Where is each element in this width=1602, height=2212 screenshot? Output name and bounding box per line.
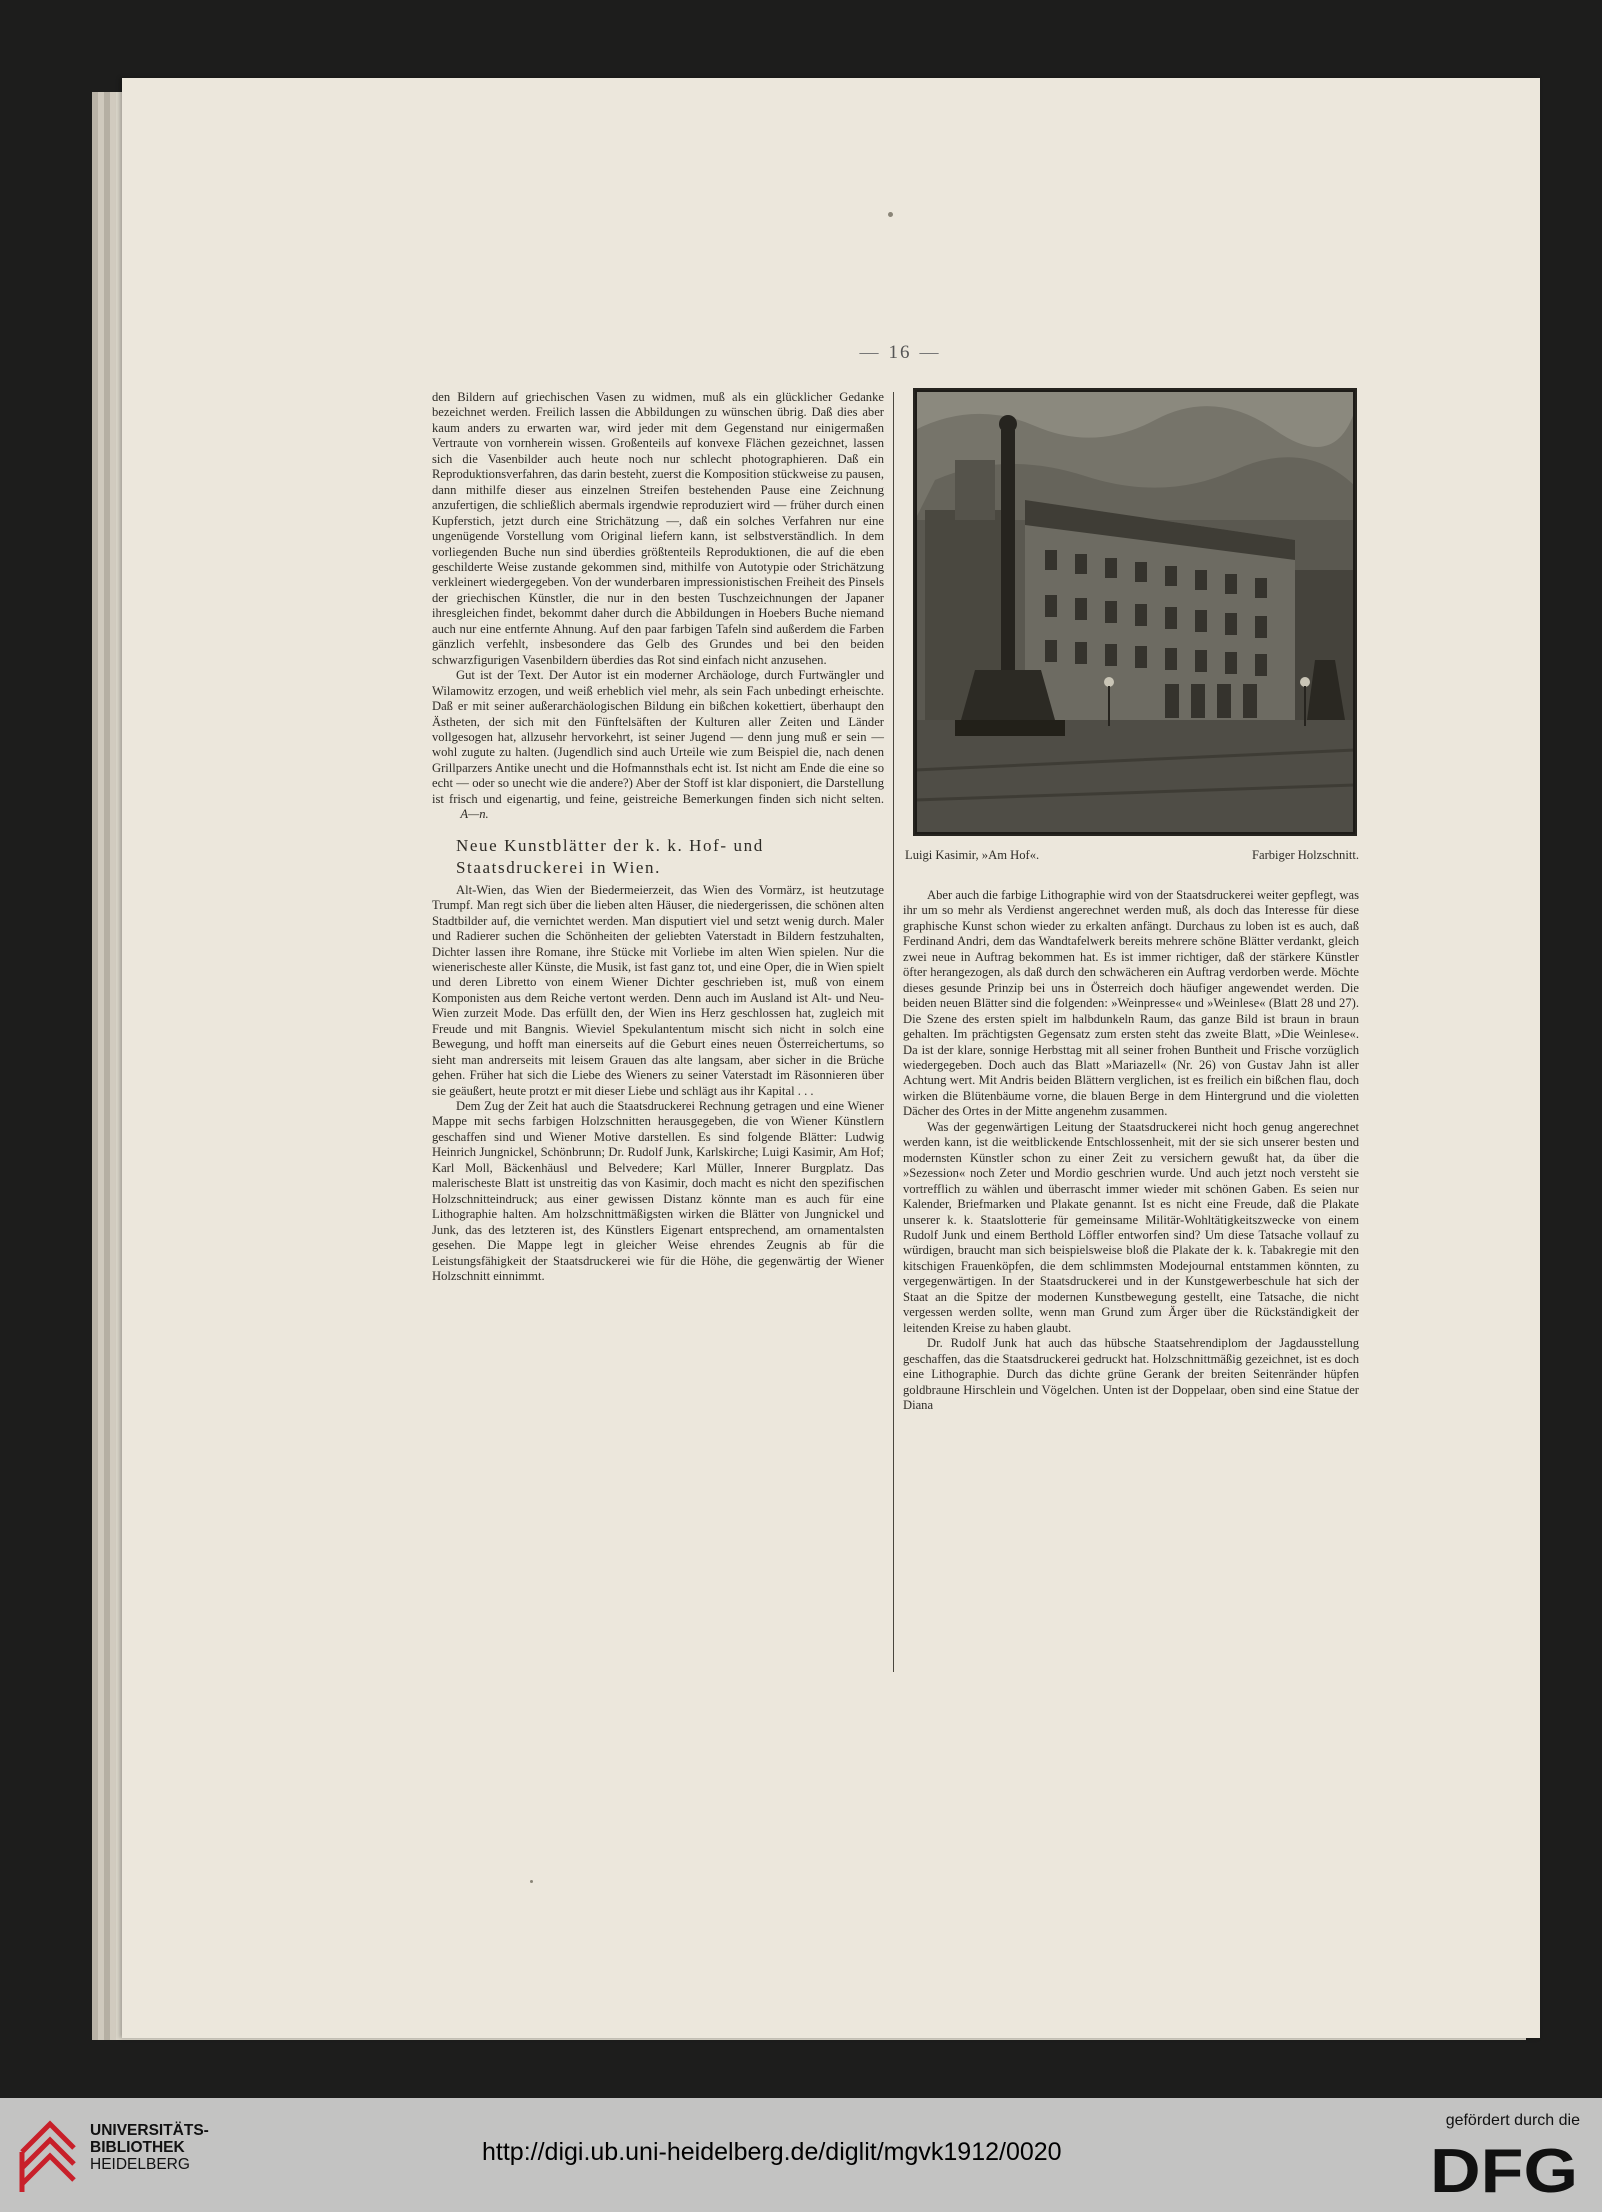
- left-column: [432, 390, 884, 1284]
- section-heading: Neue Kunstblätter der k. k. Hof- und Staatsdruckerei in Wien.: [456, 835, 764, 877]
- library-name-line: HEIDELBERG: [90, 2156, 190, 2173]
- page-number: — 16 —: [840, 342, 960, 364]
- paragraph: Was der gegenwärtigen Leitung der Staatsdruckerei nicht hoch genug angerechnet werden kann, ist die weitblickende Entschlossenheit, mit der sie sich unserer besten und modernsten Künstler schon zu einer Zeit zu versichern gewußt hat, da über die »Sezession« noch Zeter und Mordio geschrien wurde. Und auch jetzt noch versteht sie vortrefflich zu wählen und überrascht immer wieder mit schönen Gaben. Es seien nur Kalender, Briefmarken und Plakate genannt. Ist es nicht eine Freude, daß die Plakate unserer k. k. Staatslotterie für gemeinsame Militär-Wohltätigkeitszwecke von einem Rudolf Junk und einem Berthold Löffler entworfen sind? Um diese Tatsache vollauf zu würdigen, braucht man sich beispielsweise bloß die Plakate der k. k. Tabakregie mit den kitschigen Frauenköpfen, die dem schlimmsten Modejournal entstammen könnten, zu vergegenwärtigen. In der Staatsdruckerei und in der Kunstgewerbeschule hat sich der Staat an die Spitze der modernen Kunstbewegung gestellt, eine Tatsache, die nicht vergessen werden sollte, wenn man Grund zum Ärger über die Rückständigkeit der leitenden Kreise zu haben glaubt.: [903, 1119, 1359, 1335]
- right-column: [903, 888, 1359, 1413]
- caption-technique: Farbiger Holzschnitt.: [1251, 848, 1359, 862]
- paragraph: Dem Zug der Zeit hat auch die Staatsdruckerei Rechnung getragen und eine Wiener Mappe mit sechs farbigen Holzschnitten herausgegeben, die von Wiener Künstlern geschaffen sind und Wiener Motive darstellen. Es sind folgende Blätter: Ludwig Heinrich Jungnickel, Schönbrunn; Dr. Rudolf Junk, Karlskirche; Luigi Kasimir, Am Hof; Karl Moll, Bäckenhäusl und Belvedere; Karl Müller, Innerer Burgplatz. Das malerischeste Blatt ist unstreitig das von Kasimir, doch macht es nicht den spezifischen Holzschnitteindruck; aus einer gewissen Distanz könnte man es auch für eine Lithographie halten. Am holzschnittmäßigsten wirken die Blätter von Jungnickel und Junk, das des letzteren ist, des Künstlers Eigenart entsprechend, am ornamentalsten gesehen. Die Mappe legt in gleicher Weise ehrendes Zeugnis ab für die Leistungsfähigkeit der Staatsdruckerei wie für die Höhe, die gegenwärtig der Wiener Holzschnitt einnimmt.: [432, 1099, 884, 1284]
- paragraph: Alt-Wien, das Wien der Biedermeierzeit, das Wien des Vormärz, ist heutzutage Trumpf. Man regt sich über die lieben alten Häuser, die niedergerissen, die schönen alten Stadtbilder auf, die vernichtet werden. Man disputiert viel und setzt wenig durch. Maler und Radierer suchen die Schönheiten der geliebten Vaterstadt in Bildern festzuhalten, Dichter lassen ihre Romane, ihre Stücke mit Vorliebe im alten Wien spielen. Nur die wienerischeste aller Künste, die Musik, ist fast ganz tot, und eine Oper, die in Wien spielt und deren Libretto von einem Wiener Dichter geschrieben ist, muß von einem Komponisten aus dem Reiche vertont werden. Denn auch im Ausland ist Alt- und Neu-Wien zurzeit Mode. Das erfüllt den, der Wien ins Herz geschlossen hat, zugleich mit Freude und mit Bangnis. Wieviel Spekulantentum mischt sich nicht in solch eine Bewegung, und hofft man einerseits auf die Geburt eines neuen Österreichertums, so sieht man andrerseits mit leisem Grauen das alte langsam, aber sicher in die Brüche gehen. Früher hat sich die Liebe des Wieners zu seiner Vaterstadt im Räsonnieren über sie geäußert, heute protzt er mit dieser Liebe und schlägt aus ihr Kapital . . .: [432, 882, 884, 1098]
- library-name[interactable]: [90, 2122, 209, 2173]
- speck: [530, 1880, 533, 1883]
- university-library-logo[interactable]: [16, 2112, 78, 2196]
- funded-by-label: gefördert durch die: [1445, 2112, 1580, 2129]
- paragraph: [432, 668, 884, 823]
- speck: [888, 212, 893, 217]
- dfg-logo-text: DFG: [1430, 2142, 1578, 2196]
- author-signature: A—n.: [460, 807, 489, 822]
- caption-artist-title: Luigi Kasimir, »Am Hof«.: [905, 848, 1040, 862]
- woodcut-illustration: [913, 388, 1357, 836]
- woodcut-image: [915, 390, 1355, 834]
- permalink-url[interactable]: http://digi.ub.uni-heidelberg.de/diglit/mgvk1912/0020: [482, 2138, 1062, 2166]
- dfg-logo[interactable]: [1430, 2142, 1580, 2196]
- viewer-footer: [0, 2098, 1602, 2212]
- figure-caption: [905, 848, 1359, 866]
- paragraph: Dr. Rudolf Junk hat auch das hübsche Staatsehrendiplom der Jagdausstellung geschaffen, das die Staatsdruckerei gedruckt hat. Holzschnittmäßig gezeichnet, ist es doch eine Lithographie. Durch das dichte grüne Gerank der breiten Seitenränder hüpfen goldbraune Hirschlein und Vögelchen. Unten ist der Doppelaar, oben sind eine Statue der Diana: [903, 1336, 1359, 1412]
- paragraph-text: Gut ist der Text. Der Autor ist ein moderner Archäologe, durch Furtwängler und Wilamowitz erzogen, und weiß erheblich viel mehr, als sein Fach unbedingt erheischte. Daß er mit seiner außerarchäologischen Bildung ein bißchen kokettiert, überhaupt den Ästheten, der sich mit den Fünftelsäften der Kulturen aller Zeiten und Länder vollgesogen hat, allzusehr hervorkehrt, ist seiner Jugend — denn jung muß er sein — wohl zugute zu halten. (Jugendlich sind auch Urteile wie zum Beispiel die, nach denen Grillparzers Antike unecht und die Hofmannsthals echt ist. Ist nicht am Ende die eine so echt — oder so unecht wie die andere?) Aber der Stoff ist klar disponiert, die Darstellung ist frisch und eigenartig, und feine, geistreiche Bemerkungen finden sich nicht selten.: [432, 668, 884, 806]
- paragraph: Aber auch die farbige Lithographie wird von der Staatsdruckerei weiter gepflegt, was ihr um so mehr als Verdienst angerechnet werden muß, als doch das Interesse für diese graphische Kunst schon wieder zu erkalten anfängt. Durchaus zu loben ist es auch, daß Ferdinand Andri, dem das Wandtafelwerk bereits mehrere schöne Blätter verdankt, gleich zwei neue in Auftrag bekommen hat. Es ist immer richtiger, daß der stärkere Künstler öfter herangezogen, als daß durch den schwächeren ein Auftrag verdorben werde. Möchte dieses gesunde Prinzip bei uns in Österreich doch häufiger angewendet werden. Die beiden neuen Blätter sind die folgenden: »Weinpresse« und »Weinlese« (Blatt 28 und 27). Die Szene des ersten spielt im halbdunkeln Raum, das ganze Bild ist braun in braun gehalten. Im prächtigsten Gegensatz zum ersten steht das zweite Blatt, »Die Weinlese«. Da ist der klare, sonnige Herbsttag mit all seiner frohen Buntheit und Frische vorzüglich wiedergegeben. Doch auch das Blatt »Mariazell« (Nr. 26) von Gustav Jahn ist aller Achtung wert. Mit Andris beiden Blättern verglichen, ist es freilich ein bißchen flau, doch wirken die Blütenbäume vorne, die blauen Berge in dem Hintergrund und die violetten Dächer des Ortes in der Mitte angenehm zusammen.: [903, 888, 1359, 1119]
- column-rule: [893, 392, 894, 1672]
- library-name-line: UNIVERSITÄTS-: [90, 2122, 209, 2139]
- paragraph: den Bildern auf griechischen Vasen zu widmen, muß als ein glücklicher Gedanke bezeichnet werden. Freilich lassen die Abbildungen zu wünschen übrig. Daß dies aber kaum anders zu erwarten war, wird jeder mit dem Gegenstand nur einigermaßen Vertraute von vornherein wissen. Großenteils auf konvexe Flächen gezeichnet, lassen sich die Vasenbilder auch heute noch nur schlecht photographieren. Daß ein Reproduktionsverfahren, das darin besteht, zuerst die Komposition stückweise zu pausen, dann mithilfe dieser aus einzelnen Streifen bestehenden Pause eine Zeichnung anzufertigen, die schließlich abermals irgendwie reproduziert wird — früher durch einen Kupferstich, jetzt durch eine Strichätzung —, daß ein solches Verfahren nur eine ungenügende Vorstellung vom Original liefern kann, ist selbstverständlich. In dem vorliegenden Buche nun sind überdies größtenteils Reproduktionen, die auf die eben geschilderte Weise zustande gekommen sind, mithilfe von Autotypie oder Strichätzung verkleinert wiedergegeben. Von der wunderbaren impressionistischen Freiheit des Pinsels der griechischen Künstler, die nur in den besten Tuschzeichnungen der Japaner ihresgleichen findet, bekommt daher durch die Abbildungen in Hoebers Buche niemand auch nur eine entfernte Ahnung. Auf den paar farbigen Tafeln sind außerdem die Farben gänzlich verfehlt, insbesondere das Gelb des Grundes und bei den beiden schwarzfigurigen Vasenbildern überdies das Rot sind einfach nicht anzusehen.: [432, 390, 884, 667]
- library-name-line: BIBLIOTHEK: [90, 2139, 185, 2156]
